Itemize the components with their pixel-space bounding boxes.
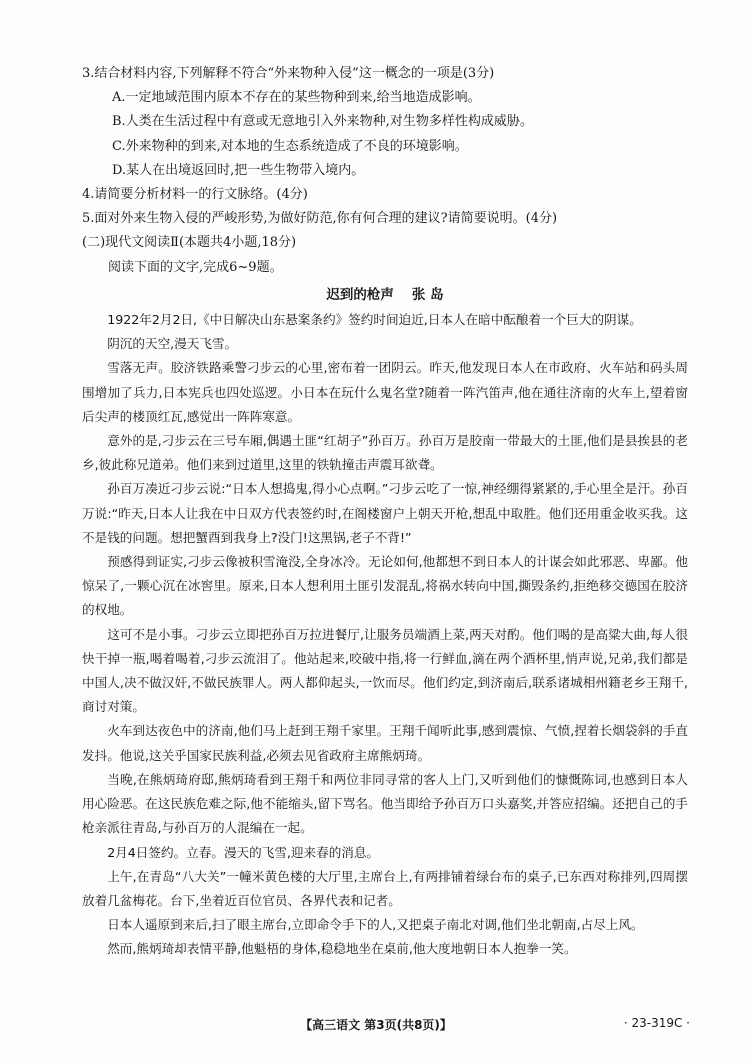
q3-option-a: A.一定地域范围内原本不存在的某些物种到来,给当地造成影响。 [112,90,481,106]
article-paragraph: 然而,熊炳琦却表情平静,他魁梧的身体,稳稳地坐在桌前,他大度地朝日本人抱拳一笑。 [107,941,577,957]
article-paragraph: 当晚,在熊炳琦府邸,熊炳琦看到王翔千和两位非同寻常的客人上门,又听到他们的慷慨陈词,也感到日本人用心险恶。在这民族危难之际,他不能缩头,留下骂名。他当即给予孙百万口头嘉奖,并答应招编。还把自己的手枪亲派往青岛,与孙百万的人混编在一起。 [82,771,688,836]
article-paragraph: 2月4日签约。立春。漫天的飞雪,迎来春的消息。 [107,844,380,860]
footer-code: · 23-319C · [623,1016,690,1030]
article-title-line [82,283,688,307]
article-paragraph: 上午,在青岛“八大关”一幢米黄色楼的大厅里,主席台上,有两排铺着绿台布的桌子,已东西对称排列,四周摆放着几盆梅花。台下,坐着近百位官员、各界代表和记者。 [82,868,688,908]
q3-option-c: C.外来物种的到来,对本地的生态系统造成了不良的环境影响。 [112,138,468,154]
article-body [82,308,688,961]
q3-option-d: D.某人在出境返回时,把一些生物带入境内。 [112,162,365,178]
section-instruction: 阅读下面的文字,完成6~9题。 [108,259,283,275]
question-4: 4.请简要分析材料一的行文脉络。(4分) [82,187,308,203]
article-author: 张 岛 [411,286,444,303]
q3-option-b: B.人类在生活过程中有意或无意地引入外来物种,对生物多样性构成威胁。 [112,114,533,130]
article-paragraph: 雪落无声。胶济铁路乘警刁步云的心里,密布着一团阴云。昨天,他发现日本人在市政府、火车站和码头周围增加了兵力,日本宪兵也四处巡逻。小日本在玩什么鬼名堂?随着一阵汽笛声,他在通往济南的火车上,望着窗后尖声的楼顶红瓦,感觉出一阵阵寒意。 [82,360,688,424]
footer-page-info: 【高三语文 第3页(共8页)】 [300,1018,452,1032]
article-paragraph: 1922年2月2日,《中日解决山东悬案条约》签约时间迫近,日本人在暗中酝酿着一个巨大的阴谋。 [107,312,642,328]
question-5: 5.面对外来生物入侵的严峻形势,为做好防范,你有何合理的建议?请简要说明。(4分) [82,211,558,227]
page-content [82,62,688,962]
article-paragraph: 火车到达夜色中的济南,他们马上赶到王翔千家里。王翔千闻听此事,感到震惊、气愤,捏着长烟袋斜的手直发抖。他说,这关乎国家民族利益,必须去见省政府主席熊炳琦。 [82,723,688,763]
section-heading: (二)现代文阅读Ⅱ(本题共4小题,18分) [82,235,297,251]
article-paragraph: 意外的是,刁步云在三号车厢,偶遇土匪“红胡子”孙百万。孙百万是胶南一带最大的土匪,他们是县挨县的老乡,彼此称兄道弟。他们来到过道里,这里的铁轨撞击声震耳欲聋。 [82,433,688,473]
question-3: 3.结合材料内容,下列解释不符合“外来物种入侵”这一概念的一项是(3分) [82,66,495,81]
article-paragraph: 预感得到证实,刁步云像被积雪淹没,全身冰冷。无论如何,他都想不到日本人的计谋会如此邪恶、卑鄙。他惊呆了,一颗心沉在冰窖里。原来,日本人想利用土匪引发混乱,将祸水转向中国,撕毁条约,拒绝移交德国在胶济的权地。 [82,554,688,618]
page-footer [0,1016,752,1036]
article-paragraph: 这可不是小事。刁步云立即把孙百万拉进餐厅,让服务员端酒上菜,两天对酌。他们喝的是高粱大曲,每人很快干掉一瓶,喝着喝着,刁步云流泪了。他站起来,咬破中指,将一行鲜血,滴在两个酒杯里,悄声说,兄弟,我们都是中国人,决不做汉奸,不做民族罪人。两人都仰起头,一饮而尽。他们约定,到济南后,联系诸城相州籍老乡王翔千,商讨对策。 [82,626,688,715]
article-paragraph: 孙百万凑近刁步云说:“日本人想捣鬼,得小心点啊。”刁步云吃了一惊,神经绷得紧紧的,手心里全是汗。孙百万说:“昨天,日本人让我在中日双方代表签约时,在阁楼窗户上朝天开枪,想乱中取胜。他们还用重金收买我。这不是钱的问题。想把蟹酉到我身上?没门!这黑锅,老子不背!” [82,481,688,545]
article-paragraph: 阴沉的天空,漫天飞雪。 [107,336,238,352]
article-paragraph: 日本人遥原到来后,扫了眼主席台,立即命令手下的人,又把桌子南北对调,他们坐北朝南,占尽上风。 [107,917,644,933]
article-title: 迟到的枪声 [326,286,394,303]
